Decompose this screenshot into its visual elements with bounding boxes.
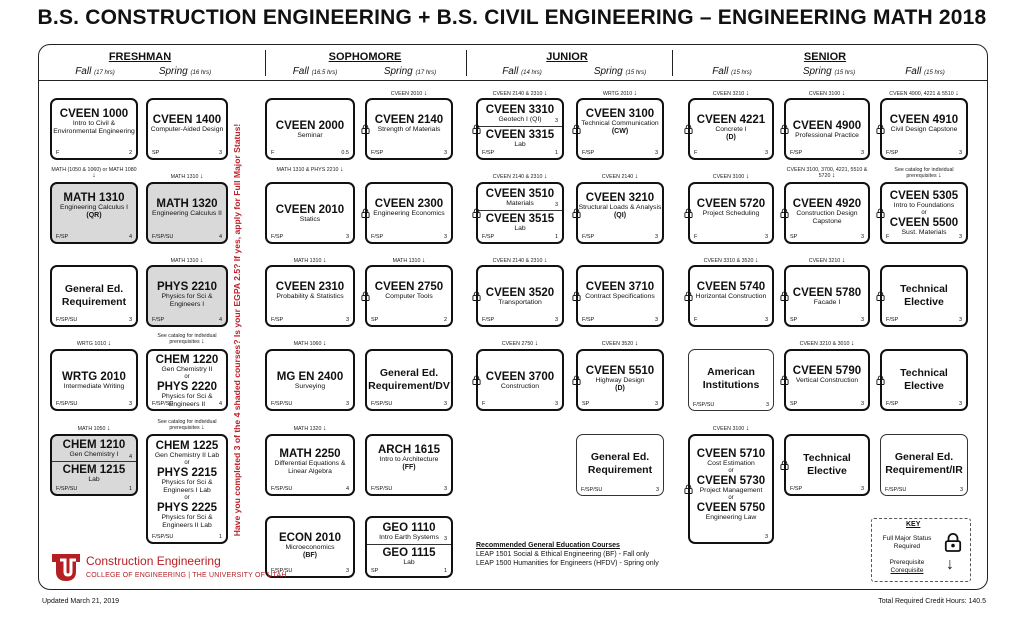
semester-label: Spring (15 hrs) bbox=[593, 66, 647, 77]
full-major-status-note: Have you completed 3 of the 4 shaded courses? Is your EGPA 2.5? If yes, apply for Full Major Status! bbox=[232, 123, 242, 537]
course-box[interactable]: CVEEN 5305 Intro to Foundations or CVEEN 5500 Sust. Materials F 3 bbox=[880, 182, 968, 244]
course-box[interactable]: CVEEN 1000 Intro to Civil & Environmental Engineering F 2 bbox=[50, 98, 138, 160]
course-box[interactable]: CVEEN 3700 Construction F 3 bbox=[476, 349, 564, 411]
prerequisite-note: CVEEN 3100, 3700, 4221, 5510 & 5720 ↓ bbox=[786, 167, 868, 179]
course-box[interactable]: ARCH 1615 Intro to Architecture (FF) F/SP/SU 3 bbox=[365, 434, 453, 496]
university-logo bbox=[48, 552, 84, 582]
course-box[interactable]: General Ed. Requirement/DV F/SP/SU 3 bbox=[365, 349, 453, 411]
prerequisite-note: CVEEN 2140 & 2310 ↓ bbox=[492, 257, 548, 264]
key-heading: KEY bbox=[906, 521, 921, 528]
prerequisite-note: CVEEN 2750 ↓ bbox=[501, 340, 539, 347]
prerequisite-note: WRTG 2010 ↓ bbox=[602, 90, 638, 97]
prerequisite-note: CVEEN 3100 ↓ bbox=[712, 173, 750, 180]
key-full-major: Full Major Status Required bbox=[882, 535, 932, 550]
course-box[interactable]: CVEEN 4900 Professional Practice F/SP 3 bbox=[784, 98, 870, 160]
course-box[interactable]: CHEM 1220 Gen Chemistry II or PHYS 2220 Physics for Sci & Engineers II F/SP/SU 4 bbox=[146, 349, 228, 411]
logo-title: Construction Engineering bbox=[86, 554, 221, 568]
course-box[interactable]: GEO 1110 Intro Earth Systems 3 GEO 1115 Lab SP 1 bbox=[365, 516, 453, 578]
course-box[interactable]: PHYS 2210 Physics for Sci & Engineers I F/SP 4 bbox=[146, 265, 228, 327]
course-box[interactable]: CVEEN 3520 Transportation F/SP 3 bbox=[476, 265, 564, 327]
lock-icon bbox=[944, 532, 962, 552]
semester-label: Fall (15 hrs) bbox=[712, 66, 752, 77]
lock-icon bbox=[780, 208, 789, 218]
course-box[interactable]: MG EN 2400 Surveying F/SP/SU 3 bbox=[265, 349, 355, 411]
semester-label: Fall (15 hrs) bbox=[905, 66, 945, 77]
lock-icon bbox=[572, 375, 581, 385]
course-box[interactable]: CVEEN 5780 Facade I SP 3 bbox=[784, 265, 870, 327]
lock-icon bbox=[572, 124, 581, 134]
lock-icon bbox=[780, 124, 789, 134]
total-credit-hours: Total Required Credit Hours: 140.5 bbox=[878, 598, 986, 605]
prerequisite-note: CVEEN 3210 ↓ bbox=[712, 90, 750, 97]
lock-icon bbox=[780, 375, 789, 385]
logo-subtitle: COLLEGE OF ENGINEERING | THE UNIVERSITY OF UTAH bbox=[86, 572, 287, 579]
lock-icon bbox=[472, 291, 481, 301]
lock-icon bbox=[684, 291, 693, 301]
course-box[interactable]: CVEEN 2140 Strength of Materials F/SP 3 bbox=[365, 98, 453, 160]
key-prerequisite: Prerequisite bbox=[889, 559, 925, 566]
course-box[interactable]: CVEEN 2300 Engineering Economics F/SP 3 bbox=[365, 182, 453, 244]
lock-icon bbox=[361, 291, 370, 301]
lock-icon bbox=[780, 291, 789, 301]
course-box[interactable]: CVEEN 3100 Technical Communication (CW) F/SP 3 bbox=[576, 98, 664, 160]
prerequisite-note: CVEEN 2140 ↓ bbox=[601, 173, 639, 180]
lock-icon bbox=[876, 375, 885, 385]
prerequisite-note: MATH 1050 ↓ bbox=[77, 425, 111, 432]
course-box[interactable]: CVEEN 5790 Vertical Construction SP 3 bbox=[784, 349, 870, 411]
lock-icon bbox=[361, 124, 370, 134]
updated-date: Updated March 21, 2019 bbox=[42, 598, 120, 605]
course-box[interactable]: CVEEN 5740 Horizontal Construction F 3 bbox=[688, 265, 774, 327]
prerequisite-note: CVEEN 2010 ↓ bbox=[390, 90, 428, 97]
course-box[interactable]: American Institutions F/SP/SU 3 bbox=[688, 349, 774, 411]
prerequisite-note: See catalog for individual prerequisites ↓ bbox=[157, 333, 217, 345]
course-box[interactable]: CVEEN 1400 Computer-Aided Design SP 3 bbox=[146, 98, 228, 160]
prerequisite-note: CVEEN 3210 ↓ bbox=[808, 257, 846, 264]
semester-label: Fall (17 hrs) bbox=[75, 66, 115, 77]
course-box[interactable]: CVEEN 3210 Structural Loads & Analysis (QI) F/SP 3 bbox=[576, 182, 664, 244]
year-sophomore: SOPHOMORE bbox=[328, 51, 402, 63]
prerequisite-note: CVEEN 3100 ↓ bbox=[712, 425, 750, 432]
course-box[interactable]: CVEEN 2010 Statics F/SP 3 bbox=[265, 182, 355, 244]
course-box[interactable]: CVEEN 4221 Concrete I (D) F 3 bbox=[688, 98, 774, 160]
lock-icon bbox=[361, 208, 370, 218]
prerequisite-note: WRTG 1010 ↓ bbox=[76, 340, 112, 347]
course-box[interactable]: CVEEN 3710 Contract Specifications F/SP 3 bbox=[576, 265, 664, 327]
course-box[interactable]: CVEEN 5710 Cost Estimation or CVEEN 5730 Project Management or CVEEN 5750 Engineering Law 3 bbox=[688, 434, 774, 544]
prerequisite-note: CVEEN 2140 & 2310 ↓ bbox=[492, 173, 548, 180]
prerequisite-note: MATH 1310 & PHYS 2210 ↓ bbox=[276, 166, 344, 173]
prerequisite-note: CVEEN 4900, 4221 & 5510 ↓ bbox=[889, 90, 959, 97]
course-box[interactable]: General Ed. Requirement/IR F/SP/SU 3 bbox=[880, 434, 968, 496]
prerequisite-note: MATH 1320 ↓ bbox=[293, 425, 327, 432]
lock-icon bbox=[780, 460, 789, 470]
year-junior: JUNIOR bbox=[546, 51, 588, 63]
semester-label: Spring (15 hrs) bbox=[802, 66, 856, 77]
course-box[interactable]: MATH 1310 Engineering Calculus I (QR) F/SP 4 bbox=[50, 182, 138, 244]
lock-icon bbox=[472, 208, 481, 218]
prerequisite-note: MATH 1310 ↓ bbox=[293, 257, 327, 264]
lock-icon bbox=[472, 375, 481, 385]
course-box[interactable]: CVEEN 3310 Geotech I (QI) 3 CVEEN 3315 Lab F/SP 1 bbox=[476, 98, 564, 160]
course-box[interactable]: Technical Elective F/SP 3 bbox=[880, 265, 968, 327]
course-box[interactable]: MATH 1320 Engineering Calculus II F/SP/SU 4 bbox=[146, 182, 228, 244]
course-box[interactable]: CVEEN 4920 Construction Design Capstone SP 3 bbox=[784, 182, 870, 244]
prerequisite-note: See catalog for individual prerequisites ↓ bbox=[157, 419, 217, 431]
course-box[interactable]: CVEEN 5720 Project Scheduling F 3 bbox=[688, 182, 774, 244]
prerequisite-note: MATH 1310 ↓ bbox=[392, 257, 426, 264]
prerequisite-note: MATH 1060 ↓ bbox=[293, 340, 327, 347]
semester-label: Fall (14 hrs) bbox=[502, 66, 542, 77]
year-divider bbox=[466, 50, 467, 76]
course-box[interactable]: General Ed. Requirement F/SP/SU 3 bbox=[50, 265, 138, 327]
course-box[interactable]: CVEEN 5510 Highway Design (D) SP 3 bbox=[576, 349, 664, 411]
course-box[interactable]: WRTG 2010 Intermediate Writing F/SP/SU 3 bbox=[50, 349, 138, 411]
year-senior: SENIOR bbox=[803, 51, 847, 63]
prerequisite-note: CVEEN 2140 & 2310 ↓ bbox=[492, 90, 548, 97]
prerequisite-note: See catalog for individual prerequisites ↓ bbox=[894, 167, 954, 179]
year-freshman: FRESHMAN bbox=[108, 51, 172, 63]
course-box[interactable]: CVEEN 2750 Computer Tools SP 2 bbox=[365, 265, 453, 327]
course-box[interactable]: CVEEN 2000 Seminar F 0.5 bbox=[265, 98, 355, 160]
prerequisite-note: CVEEN 3210 & 3010 ↓ bbox=[799, 340, 855, 347]
course-box[interactable]: MATH 2250 Differential Equations & Linear Algebra F/SP/SU 4 bbox=[265, 434, 355, 496]
lock-icon bbox=[876, 124, 885, 134]
year-divider bbox=[265, 50, 266, 76]
lock-icon bbox=[572, 291, 581, 301]
prerequisite-note: MATH 1310 ↓ bbox=[170, 257, 204, 264]
lock-icon bbox=[472, 124, 481, 134]
semester-label: Fall (16.5 hrs) bbox=[292, 66, 338, 77]
course-box[interactable]: CVEEN 4910 Civil Design Capstone F/SP 3 bbox=[880, 98, 968, 160]
lock-icon bbox=[684, 484, 693, 494]
header-divider bbox=[38, 80, 988, 81]
prerequisite-note: CVEEN 3310 & 3520 ↓ bbox=[703, 257, 759, 264]
key-corequisite: Corequisite bbox=[890, 567, 924, 574]
course-box[interactable]: Technical Elective F/SP 3 bbox=[784, 434, 870, 496]
legend-key bbox=[871, 518, 971, 582]
year-divider bbox=[672, 50, 673, 76]
prerequisite-note: MATH (1050 & 1060) or MATH 1080 ↓ bbox=[51, 167, 137, 179]
prerequisite-note: MATH 1310 ↓ bbox=[170, 173, 204, 180]
course-box[interactable]: Technical Elective F/SP 3 bbox=[880, 349, 968, 411]
prerequisite-note: CVEEN 3520 ↓ bbox=[601, 340, 639, 347]
prerequisite-note: CVEEN 3100 ↓ bbox=[808, 90, 846, 97]
course-box[interactable]: CVEEN 3510 Materials 3 CVEEN 3515 Lab F/SP 1 bbox=[476, 182, 564, 244]
recommended-gened: Recommended General Education Courses LEAP 1501 Social & Ethical Engineering (BF) - Fall only LEAP 1500 Humanities for Engineers (HFDV) - Spring only bbox=[476, 542, 659, 567]
lock-icon bbox=[572, 208, 581, 218]
course-box[interactable]: General Ed. Requirement F/SP/SU 3 bbox=[576, 434, 664, 496]
lock-icon bbox=[684, 208, 693, 218]
lock-icon bbox=[876, 208, 885, 218]
lock-icon bbox=[876, 291, 885, 301]
arrow-down-icon: ↓ bbox=[946, 556, 954, 573]
course-box[interactable]: CVEEN 2310 Probability & Statistics F/SP 3 bbox=[265, 265, 355, 327]
semester-label: Spring (16 hrs) bbox=[158, 66, 212, 77]
course-box[interactable]: CHEM 1225 Gen Chemistry II Lab or PHYS 2215 Physics for Sci & Engineers I Lab or PHYS 2225 Physics for Sci & Engineers II Lab F/SP/SU 1 bbox=[146, 434, 228, 544]
course-box[interactable]: ECON 2010 Microeconomics (BF) F/SP/SU 3 bbox=[265, 516, 355, 578]
page-title: B.S. CONSTRUCTION ENGINEERING + B.S. CIVIL ENGINEERING – ENGINEERING MATH 2018 bbox=[37, 6, 987, 29]
course-box[interactable]: CHEM 1210 Gen Chemistry I 4 CHEM 1215 Lab F/SP/SU 1 bbox=[50, 434, 138, 496]
lock-icon bbox=[684, 124, 693, 134]
semester-label: Spring (17 hrs) bbox=[383, 66, 437, 77]
